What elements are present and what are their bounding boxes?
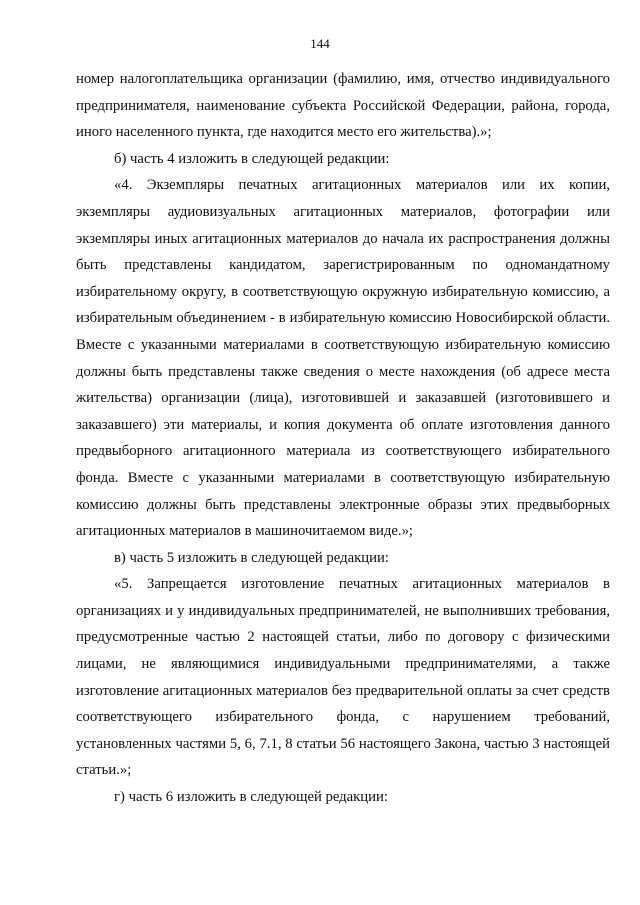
paragraph-amendment-v: в) часть 5 изложить в следующей редакции: (114, 549, 389, 566)
paragraph-part-5: «5. Запрещается изготовление печатных агитационных материалов в организациях и у индивидуальных предпринимателей, не выполнивших требования, предусмотренные частью 2 настоящей статьи, либо по договору с физическими лицами, не являющимися индивидуальными предпринимателями, а также изготовление агитационных материалов без предварительной оплаты за счет средств соответствующего избирательного фонда, с нарушением требований, установленных частями 5, 6, 7.1, 8 статьи 56 настоящего Закона, частью 3 настоящей статьи.»; (76, 576, 610, 779)
document-body (76, 66, 610, 811)
paragraph-part-4: «4. Экземпляры печатных агитационных материалов или их копии, экземпляры аудиовизуальных агитационных материалов, фотографии или экземпляры иных агитационных материалов до начала их распространения должны быть представлены кандидатом, зарегистрированным по одномандатному избирательному округу, в соответствующую окружную избирательную комиссию, а избирательным объединением - в избирательную комиссию Новосибирской области. Вместе с указанными материалами в соответствующую избирательную комиссию должны быть представлены также сведения о месте нахождения (об адресе места жительства) организации (лица), изготовившей и заказавшей (изготовившего и заказавшего) эти материалы, и копия документа об оплате изготовления данного предвыборного агитационного материала из соответствующего избирательного фонда. Вместе с указанными материалами в соответствующую избирательную комиссию должны быть представлены электронные образы этих предвыборных агитационных материалов в машиночитаемом виде.»; (76, 177, 610, 540)
page-number: 144 (310, 36, 330, 51)
paragraph-amendment-g: г) часть 6 изложить в следующей редакции: (114, 789, 388, 806)
paragraph-amendment-b: б) часть 4 изложить в следующей редакции: (114, 150, 390, 167)
paragraph-tax-number-continuation: номер налогоплательщика организации (фамилию, имя, отчество индивидуального предпринимателя, наименование субъекта Российской Федерации, района, города, иного населенного пункта, где находится место его жительства).»; (76, 71, 610, 141)
